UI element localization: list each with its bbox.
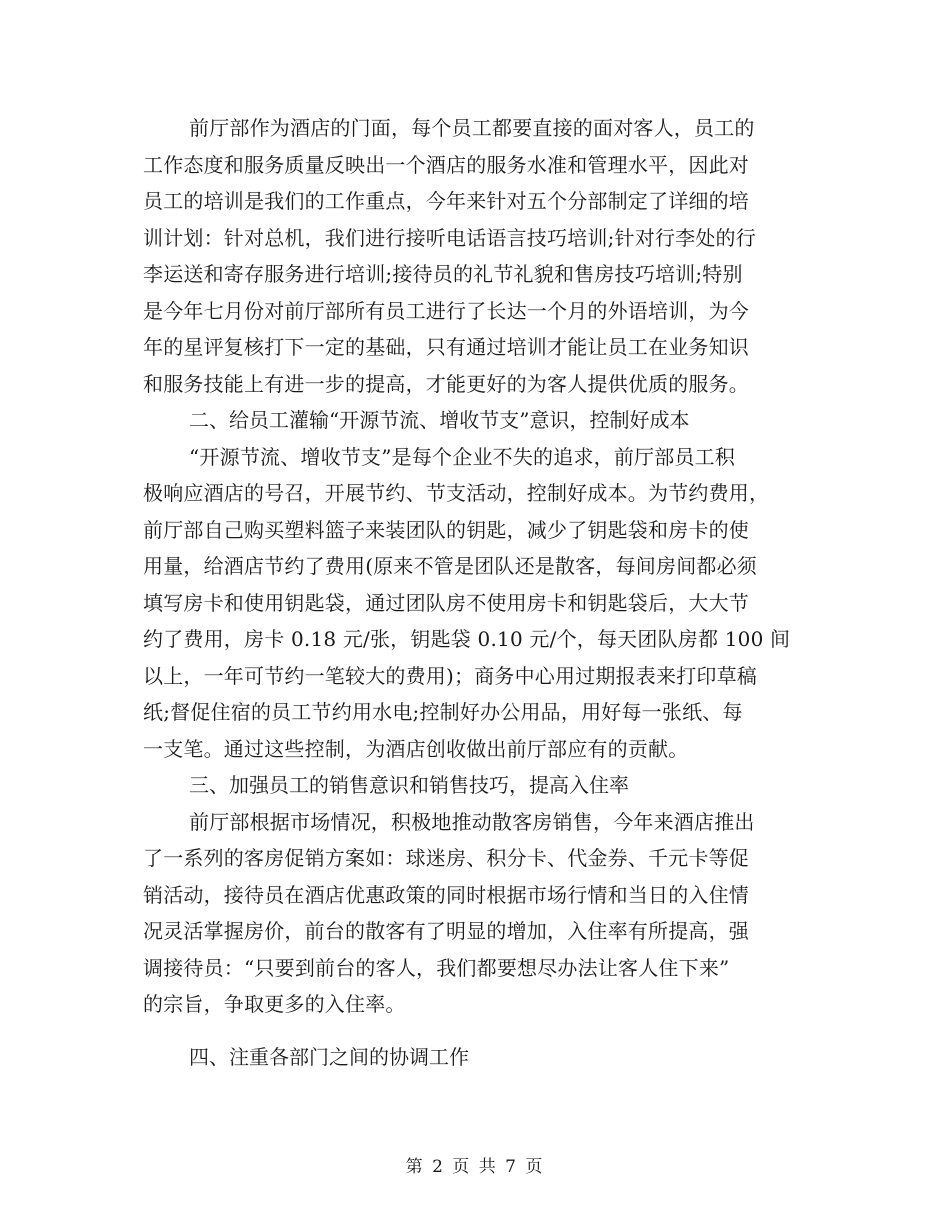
text-line: 员工的培训是我们的工作重点，今年来针对五个分部制定了详细的培 xyxy=(143,189,749,213)
text-line: 纸;督促住宿的员工节约用水电;控制好办公用品，用好每一张纸、每 xyxy=(143,700,743,724)
text-line: 前厅部作为酒店的门面，每个员工都要直接的面对客人，员工的 xyxy=(189,116,755,140)
text-line: 以上，一年可节约一笔较大的费用)；商务中心用过期报表来打印草稿 xyxy=(143,663,758,688)
document-body xyxy=(143,110,809,1075)
section-heading-coordination: 四、注重各部门之间的协调工作 xyxy=(189,1044,469,1069)
text-line: 调接待员：“只要到前台的客人，我们都要想尽办法让客人住下来” xyxy=(143,955,730,980)
section-heading-cost-control: 二、给员工灌输“开源节流、增收节支”意识，控制好成本 xyxy=(189,408,690,432)
text-line: 了一系列的客房促销方案如：球迷房、积分卡、代金券、千元卡等促 xyxy=(143,846,749,870)
text-line: 是今年七月份对前厅部所有员工进行了长达一个月的外语培训，为今 xyxy=(143,298,749,323)
text-line: 和服务技能上有进一步的提高，才能更好的为客人提供优质的服务。 xyxy=(143,371,749,396)
paragraph-training xyxy=(143,110,809,402)
text-line: 填写房卡和使用钥匙袋，通过团队房不使用房卡和钥匙袋后，大大节 xyxy=(143,590,749,615)
text-line: 前厅部自己购买塑料篮子来装团队的钥匙，减少了钥匙袋和房卡的使 xyxy=(143,517,749,542)
text-line: 一支笔。通过这些控制，为酒店创收做出前厅部应有的贡献。 xyxy=(143,736,689,761)
paragraph-sales xyxy=(143,804,809,1023)
text-line: 的宗旨，争取更多的入住率。 xyxy=(143,992,406,1016)
text-line: 销活动，接待员在酒店优惠政策的同时根据市场行情和当日的入住情 xyxy=(143,882,749,907)
section-heading-sales: 三、加强员工的销售意识和销售技巧，提高入住率 xyxy=(189,773,629,797)
text-line: 极响应酒店的号召，开展节约、节支活动，控制好成本。为节约费用， xyxy=(143,481,770,505)
text-line: 年的星评复核打下一定的基础，只有通过培训才能让员工在业务知识 xyxy=(143,335,749,359)
text-line: 用量，给酒店节约了费用(原来不管是团队还是散客，每间房间都必须 xyxy=(143,554,758,578)
text-line: 训计划：针对总机，我们进行接听电话语言技巧培训;针对行李处的行 xyxy=(143,225,756,250)
paragraph-cost-control xyxy=(143,439,809,768)
text-line: 前厅部根据市场情况，积极地推动散客房销售，今年来酒店推出 xyxy=(189,809,755,834)
page-number-footer: 第 2 页 共 7 页 xyxy=(405,1157,545,1177)
text-line: 李运送和寄存服务进行培训;接待员的礼节礼貌和售房技巧培训;特别 xyxy=(143,262,743,286)
text-line: “开源节流、增收节支”是每个企业不失的追求，前厅部员工积 xyxy=(189,444,736,469)
text-line: 况灵活掌握房价，前台的散客有了明显的增加，入住率有所提高，强 xyxy=(143,919,749,943)
text-line: 约了费用，房卡 0.18 元/张，钥匙袋 0.10 元/个，每天团队房都 100 间 xyxy=(143,627,791,651)
text-line: 工作态度和服务质量反映出一个酒店的服务水准和管理水平，因此对 xyxy=(143,152,749,177)
